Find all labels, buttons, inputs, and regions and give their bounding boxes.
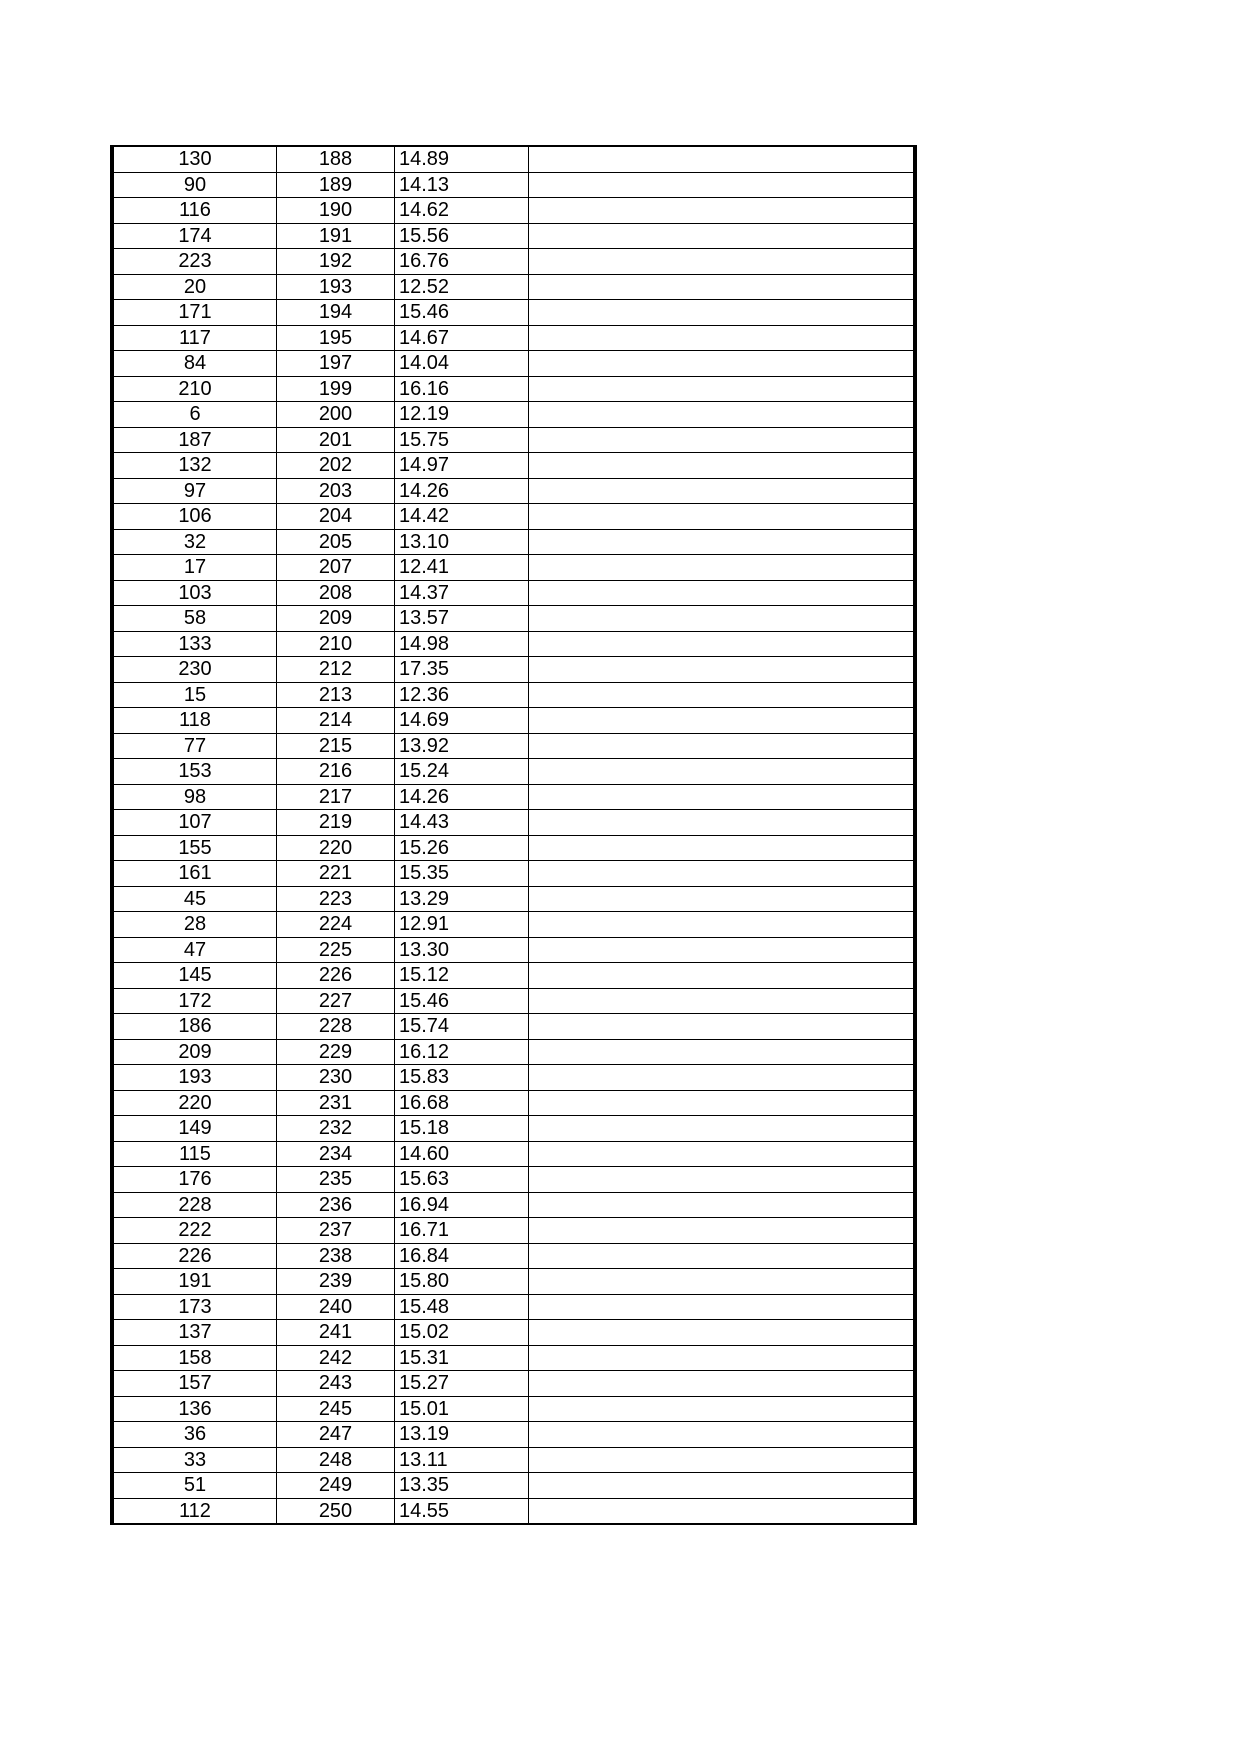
id-cell: 194 xyxy=(277,300,395,326)
blank-cell xyxy=(529,1498,916,1524)
table-row xyxy=(112,784,915,810)
value-cell: 14.62 xyxy=(395,198,529,224)
value-cell: 13.29 xyxy=(395,886,529,912)
blank-cell xyxy=(529,810,916,836)
rank-cell: 36 xyxy=(112,1422,277,1448)
blank-cell xyxy=(529,1422,916,1448)
rank-cell: 171 xyxy=(112,300,277,326)
rank-cell: 209 xyxy=(112,1039,277,1065)
value-cell: 16.12 xyxy=(395,1039,529,1065)
table-row xyxy=(112,1065,915,1091)
rank-cell: 161 xyxy=(112,861,277,887)
blank-cell xyxy=(529,1320,916,1346)
table-row xyxy=(112,1141,915,1167)
id-cell: 237 xyxy=(277,1218,395,1244)
blank-cell xyxy=(529,937,916,963)
table-row xyxy=(112,300,915,326)
rank-cell: 222 xyxy=(112,1218,277,1244)
rank-cell: 133 xyxy=(112,631,277,657)
blank-cell xyxy=(529,198,916,224)
rank-cell: 106 xyxy=(112,504,277,530)
id-cell: 216 xyxy=(277,759,395,785)
value-cell: 12.91 xyxy=(395,912,529,938)
rank-cell: 20 xyxy=(112,274,277,300)
blank-cell xyxy=(529,1269,916,1295)
blank-cell xyxy=(529,427,916,453)
id-cell: 193 xyxy=(277,274,395,300)
id-cell: 219 xyxy=(277,810,395,836)
id-cell: 191 xyxy=(277,223,395,249)
value-cell: 15.35 xyxy=(395,861,529,887)
blank-cell xyxy=(529,1167,916,1193)
rank-cell: 223 xyxy=(112,249,277,275)
table-row xyxy=(112,1218,915,1244)
blank-cell xyxy=(529,376,916,402)
value-cell: 14.43 xyxy=(395,810,529,836)
value-cell: 13.57 xyxy=(395,606,529,632)
table-row xyxy=(112,682,915,708)
value-cell: 14.37 xyxy=(395,580,529,606)
id-cell: 188 xyxy=(277,146,395,172)
value-cell: 15.24 xyxy=(395,759,529,785)
id-cell: 209 xyxy=(277,606,395,632)
table-row xyxy=(112,733,915,759)
rank-cell: 186 xyxy=(112,1014,277,1040)
rank-cell: 137 xyxy=(112,1320,277,1346)
id-cell: 230 xyxy=(277,1065,395,1091)
id-cell: 213 xyxy=(277,682,395,708)
value-cell: 14.89 xyxy=(395,146,529,172)
rank-cell: 28 xyxy=(112,912,277,938)
blank-cell xyxy=(529,402,916,428)
table-row xyxy=(112,912,915,938)
value-cell: 16.76 xyxy=(395,249,529,275)
value-cell: 15.75 xyxy=(395,427,529,453)
id-cell: 201 xyxy=(277,427,395,453)
rank-cell: 145 xyxy=(112,963,277,989)
rank-cell: 193 xyxy=(112,1065,277,1091)
blank-cell xyxy=(529,529,916,555)
table-row xyxy=(112,759,915,785)
id-cell: 195 xyxy=(277,325,395,351)
id-cell: 250 xyxy=(277,1498,395,1524)
rank-cell: 187 xyxy=(112,427,277,453)
table-row xyxy=(112,861,915,887)
rank-cell: 226 xyxy=(112,1243,277,1269)
value-cell: 16.71 xyxy=(395,1218,529,1244)
rank-cell: 47 xyxy=(112,937,277,963)
table-row xyxy=(112,325,915,351)
id-cell: 236 xyxy=(277,1192,395,1218)
rank-cell: 149 xyxy=(112,1116,277,1142)
value-cell: 13.10 xyxy=(395,529,529,555)
rank-cell: 116 xyxy=(112,198,277,224)
value-cell: 12.41 xyxy=(395,555,529,581)
id-cell: 210 xyxy=(277,631,395,657)
rank-cell: 132 xyxy=(112,453,277,479)
table-body xyxy=(112,146,915,1524)
rank-cell: 15 xyxy=(112,682,277,708)
id-cell: 204 xyxy=(277,504,395,530)
value-cell: 14.26 xyxy=(395,784,529,810)
value-cell: 16.84 xyxy=(395,1243,529,1269)
id-cell: 242 xyxy=(277,1345,395,1371)
id-cell: 249 xyxy=(277,1473,395,1499)
blank-cell xyxy=(529,1294,916,1320)
id-cell: 217 xyxy=(277,784,395,810)
rank-cell: 158 xyxy=(112,1345,277,1371)
rank-cell: 103 xyxy=(112,580,277,606)
table-row xyxy=(112,1371,915,1397)
value-cell: 12.52 xyxy=(395,274,529,300)
rank-cell: 117 xyxy=(112,325,277,351)
table-row xyxy=(112,1269,915,1295)
id-cell: 197 xyxy=(277,351,395,377)
table-row xyxy=(112,1039,915,1065)
rank-cell: 176 xyxy=(112,1167,277,1193)
value-cell: 15.46 xyxy=(395,988,529,1014)
blank-cell xyxy=(529,759,916,785)
id-cell: 208 xyxy=(277,580,395,606)
rank-cell: 230 xyxy=(112,657,277,683)
blank-cell xyxy=(529,1014,916,1040)
blank-cell xyxy=(529,861,916,887)
table-row xyxy=(112,1116,915,1142)
blank-cell xyxy=(529,912,916,938)
table-row xyxy=(112,529,915,555)
value-cell: 15.48 xyxy=(395,1294,529,1320)
table-row xyxy=(112,249,915,275)
id-cell: 215 xyxy=(277,733,395,759)
id-cell: 248 xyxy=(277,1447,395,1473)
table-row xyxy=(112,1014,915,1040)
table-row xyxy=(112,453,915,479)
value-cell: 14.67 xyxy=(395,325,529,351)
rank-cell: 84 xyxy=(112,351,277,377)
table-row xyxy=(112,478,915,504)
blank-cell xyxy=(529,1090,916,1116)
id-cell: 205 xyxy=(277,529,395,555)
table-row xyxy=(112,580,915,606)
id-cell: 207 xyxy=(277,555,395,581)
blank-cell xyxy=(529,1396,916,1422)
rank-cell: 136 xyxy=(112,1396,277,1422)
blank-cell xyxy=(529,963,916,989)
blank-cell xyxy=(529,1141,916,1167)
blank-cell xyxy=(529,1065,916,1091)
rank-cell: 220 xyxy=(112,1090,277,1116)
table-row xyxy=(112,146,915,172)
blank-cell xyxy=(529,1218,916,1244)
table-row xyxy=(112,1243,915,1269)
rank-cell: 130 xyxy=(112,146,277,172)
id-cell: 241 xyxy=(277,1320,395,1346)
id-cell: 223 xyxy=(277,886,395,912)
value-cell: 14.13 xyxy=(395,172,529,198)
blank-cell xyxy=(529,146,916,172)
blank-cell xyxy=(529,172,916,198)
id-cell: 240 xyxy=(277,1294,395,1320)
table-row xyxy=(112,1320,915,1346)
id-cell: 231 xyxy=(277,1090,395,1116)
value-cell: 13.30 xyxy=(395,937,529,963)
table-row xyxy=(112,606,915,632)
rank-cell: 155 xyxy=(112,835,277,861)
value-cell: 14.98 xyxy=(395,631,529,657)
id-cell: 202 xyxy=(277,453,395,479)
blank-cell xyxy=(529,631,916,657)
id-cell: 203 xyxy=(277,478,395,504)
value-cell: 15.18 xyxy=(395,1116,529,1142)
value-cell: 16.94 xyxy=(395,1192,529,1218)
table-row xyxy=(112,274,915,300)
id-cell: 224 xyxy=(277,912,395,938)
table-row xyxy=(112,1447,915,1473)
table-row xyxy=(112,835,915,861)
id-cell: 227 xyxy=(277,988,395,1014)
id-cell: 225 xyxy=(277,937,395,963)
rank-cell: 172 xyxy=(112,988,277,1014)
value-cell: 13.92 xyxy=(395,733,529,759)
rank-cell: 77 xyxy=(112,733,277,759)
table-row xyxy=(112,504,915,530)
table-row xyxy=(112,1345,915,1371)
blank-cell xyxy=(529,274,916,300)
id-cell: 221 xyxy=(277,861,395,887)
value-cell: 14.55 xyxy=(395,1498,529,1524)
table-row xyxy=(112,708,915,734)
rank-cell: 228 xyxy=(112,1192,277,1218)
rank-cell: 33 xyxy=(112,1447,277,1473)
rank-cell: 6 xyxy=(112,402,277,428)
value-cell: 15.83 xyxy=(395,1065,529,1091)
id-cell: 220 xyxy=(277,835,395,861)
blank-cell xyxy=(529,1371,916,1397)
table-row xyxy=(112,1473,915,1499)
value-cell: 15.63 xyxy=(395,1167,529,1193)
value-cell: 14.69 xyxy=(395,708,529,734)
rank-cell: 17 xyxy=(112,555,277,581)
blank-cell xyxy=(529,682,916,708)
id-cell: 212 xyxy=(277,657,395,683)
table-row xyxy=(112,1294,915,1320)
blank-cell xyxy=(529,351,916,377)
id-cell: 226 xyxy=(277,963,395,989)
rank-cell: 173 xyxy=(112,1294,277,1320)
id-cell: 245 xyxy=(277,1396,395,1422)
value-cell: 14.42 xyxy=(395,504,529,530)
id-cell: 192 xyxy=(277,249,395,275)
table-row xyxy=(112,810,915,836)
rank-cell: 32 xyxy=(112,529,277,555)
value-cell: 13.35 xyxy=(395,1473,529,1499)
blank-cell xyxy=(529,606,916,632)
blank-cell xyxy=(529,1116,916,1142)
blank-cell xyxy=(529,733,916,759)
rank-cell: 90 xyxy=(112,172,277,198)
blank-cell xyxy=(529,1345,916,1371)
rank-cell: 98 xyxy=(112,784,277,810)
value-cell: 13.19 xyxy=(395,1422,529,1448)
value-cell: 13.11 xyxy=(395,1447,529,1473)
blank-cell xyxy=(529,886,916,912)
value-cell: 14.04 xyxy=(395,351,529,377)
rank-cell: 191 xyxy=(112,1269,277,1295)
value-cell: 15.31 xyxy=(395,1345,529,1371)
rank-cell: 51 xyxy=(112,1473,277,1499)
value-cell: 17.35 xyxy=(395,657,529,683)
blank-cell xyxy=(529,249,916,275)
blank-cell xyxy=(529,1039,916,1065)
id-cell: 238 xyxy=(277,1243,395,1269)
value-cell: 12.19 xyxy=(395,402,529,428)
rank-cell: 153 xyxy=(112,759,277,785)
rank-cell: 112 xyxy=(112,1498,277,1524)
table-row xyxy=(112,351,915,377)
id-cell: 199 xyxy=(277,376,395,402)
blank-cell xyxy=(529,784,916,810)
table-row xyxy=(112,427,915,453)
table-row xyxy=(112,223,915,249)
value-cell: 16.68 xyxy=(395,1090,529,1116)
rank-cell: 174 xyxy=(112,223,277,249)
value-cell: 15.12 xyxy=(395,963,529,989)
table-row xyxy=(112,1422,915,1448)
blank-cell xyxy=(529,478,916,504)
value-cell: 15.56 xyxy=(395,223,529,249)
value-cell: 15.27 xyxy=(395,1371,529,1397)
rank-cell: 58 xyxy=(112,606,277,632)
blank-cell xyxy=(529,453,916,479)
value-cell: 14.26 xyxy=(395,478,529,504)
value-cell: 15.46 xyxy=(395,300,529,326)
table-row xyxy=(112,988,915,1014)
data-table xyxy=(110,145,917,1525)
blank-cell xyxy=(529,300,916,326)
table-row xyxy=(112,631,915,657)
value-cell: 15.26 xyxy=(395,835,529,861)
id-cell: 200 xyxy=(277,402,395,428)
table-row xyxy=(112,198,915,224)
id-cell: 214 xyxy=(277,708,395,734)
table-row xyxy=(112,1396,915,1422)
value-cell: 15.74 xyxy=(395,1014,529,1040)
blank-cell xyxy=(529,325,916,351)
id-cell: 190 xyxy=(277,198,395,224)
blank-cell xyxy=(529,504,916,530)
id-cell: 234 xyxy=(277,1141,395,1167)
rank-cell: 210 xyxy=(112,376,277,402)
id-cell: 247 xyxy=(277,1422,395,1448)
value-cell: 14.60 xyxy=(395,1141,529,1167)
id-cell: 239 xyxy=(277,1269,395,1295)
blank-cell xyxy=(529,1473,916,1499)
blank-cell xyxy=(529,1447,916,1473)
table-row xyxy=(112,937,915,963)
rank-cell: 115 xyxy=(112,1141,277,1167)
blank-cell xyxy=(529,708,916,734)
rank-cell: 107 xyxy=(112,810,277,836)
blank-cell xyxy=(529,580,916,606)
rank-cell: 97 xyxy=(112,478,277,504)
table-row xyxy=(112,376,915,402)
blank-cell xyxy=(529,1192,916,1218)
blank-cell xyxy=(529,657,916,683)
value-cell: 12.36 xyxy=(395,682,529,708)
id-cell: 232 xyxy=(277,1116,395,1142)
id-cell: 229 xyxy=(277,1039,395,1065)
blank-cell xyxy=(529,988,916,1014)
id-cell: 235 xyxy=(277,1167,395,1193)
blank-cell xyxy=(529,223,916,249)
value-cell: 15.02 xyxy=(395,1320,529,1346)
table-row xyxy=(112,886,915,912)
table-row xyxy=(112,1498,915,1524)
value-cell: 15.80 xyxy=(395,1269,529,1295)
table-row xyxy=(112,1090,915,1116)
table-row xyxy=(112,172,915,198)
value-cell: 14.97 xyxy=(395,453,529,479)
table-row xyxy=(112,1192,915,1218)
table-row xyxy=(112,1167,915,1193)
table-row xyxy=(112,555,915,581)
table-row xyxy=(112,963,915,989)
blank-cell xyxy=(529,555,916,581)
id-cell: 228 xyxy=(277,1014,395,1040)
rank-cell: 45 xyxy=(112,886,277,912)
rank-cell: 157 xyxy=(112,1371,277,1397)
rank-cell: 118 xyxy=(112,708,277,734)
table-row xyxy=(112,402,915,428)
table-row xyxy=(112,657,915,683)
blank-cell xyxy=(529,1243,916,1269)
value-cell: 15.01 xyxy=(395,1396,529,1422)
id-cell: 189 xyxy=(277,172,395,198)
value-cell: 16.16 xyxy=(395,376,529,402)
blank-cell xyxy=(529,835,916,861)
id-cell: 243 xyxy=(277,1371,395,1397)
